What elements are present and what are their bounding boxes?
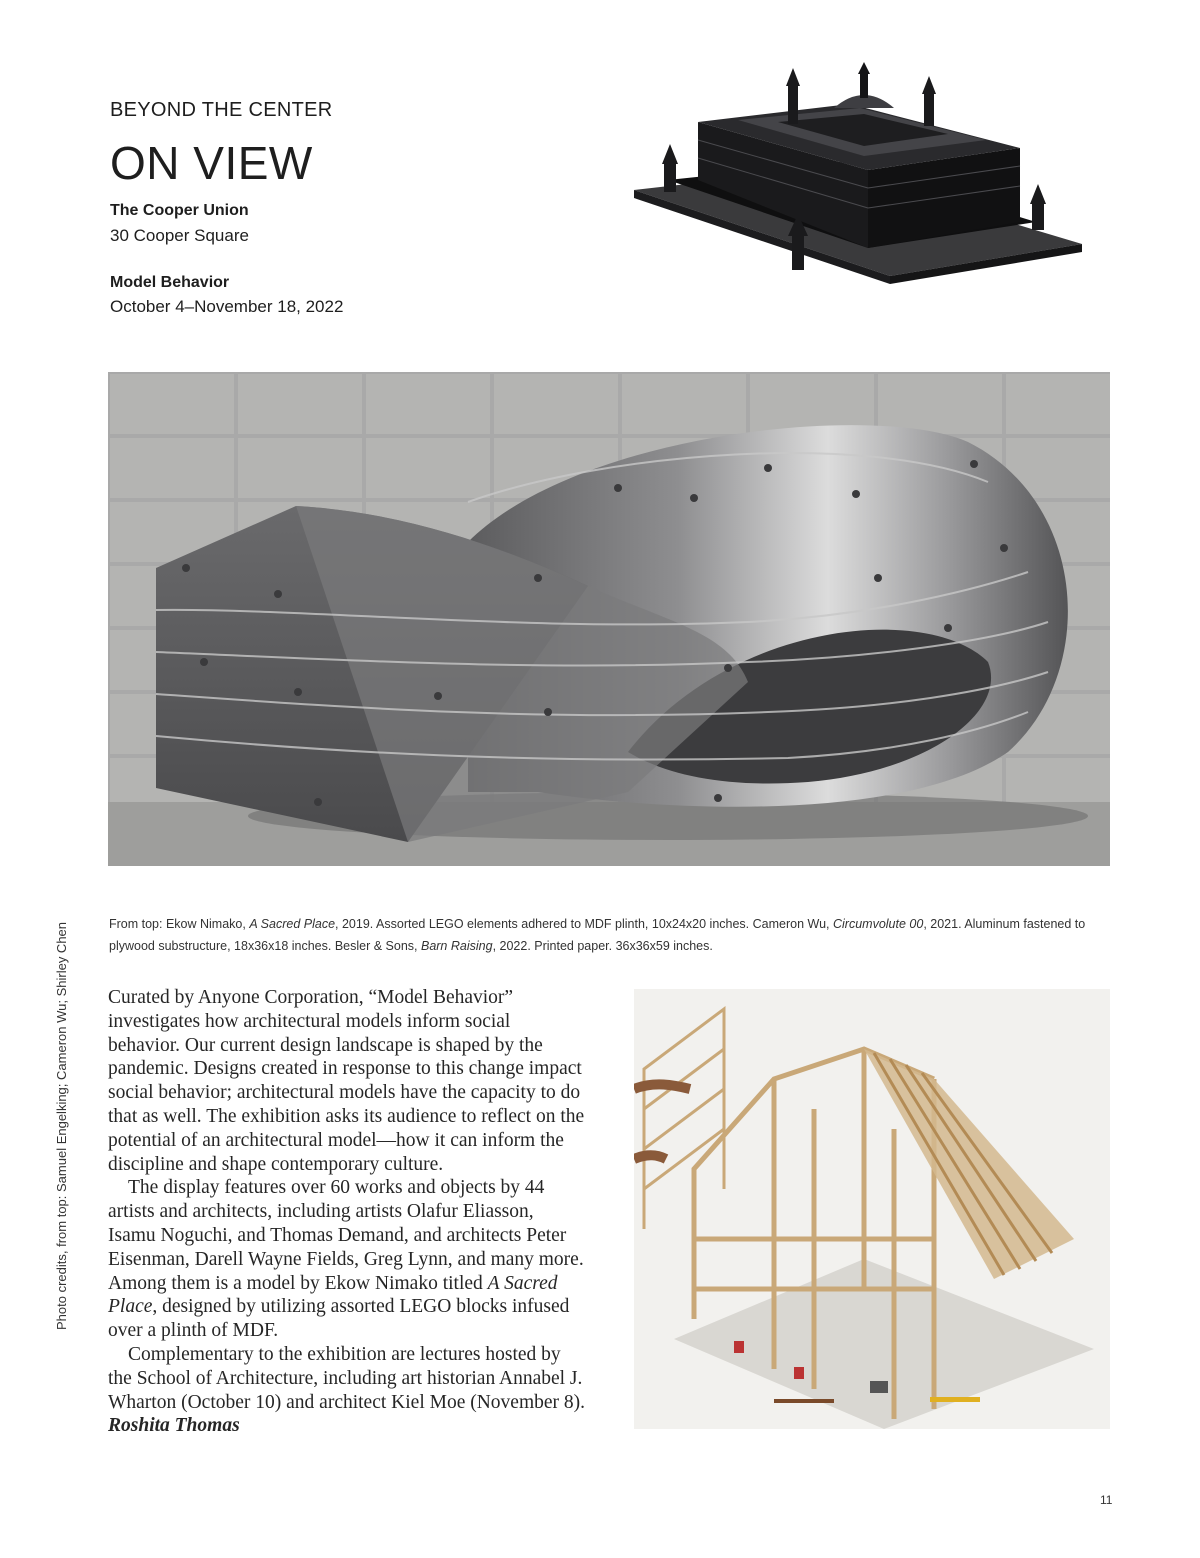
caption-work1-title: A Sacred Place <box>249 917 336 931</box>
article-p3: Complementary to the exhibition are lectures hosted by the School of Architecture, including art historian Annabel J. Wharton (October 10) and architect Kiel Moe (November 8). <box>108 1343 586 1413</box>
article-paragraph-3 <box>108 1343 586 1438</box>
exhibition-name: Model Behavior <box>110 274 230 291</box>
author-byline: Roshita Thomas <box>108 1415 240 1437</box>
article-paragraph-2 <box>108 1176 586 1343</box>
article-p2-title: A Sacred Place <box>108 1272 558 1318</box>
caption-work1-details: , 2019. Assorted LEGO elements adhered to MDF plinth, 10x24x20 inches. Cameron Wu, <box>335 917 833 931</box>
article-paragraph-1: Curated by Anyone Corporation, “Model Behavior” investigates how architectural models inform social behavior. Our current design landscape is shaped by the pandemic. Designs created in response to this change impact social behavior; architectural models have the capacity to do that as well. The exhibition asks its audience to reflect on the potential of an architectural model—how it can inform the discipline and shape contemporary culture. <box>108 987 585 1175</box>
caption-work3-title: Barn Raising <box>420 939 493 953</box>
caption-intro: From top: Ekow Nimako, <box>109 917 250 931</box>
article-body <box>108 986 586 1438</box>
lego-cathedral-photo <box>628 62 1088 334</box>
venue-address: 30 Cooper Square <box>110 226 249 245</box>
section-kicker: BEYOND THE CENTER <box>110 99 333 121</box>
caption-work3-details: , 2022. Printed paper. 36x36x59 inches. <box>492 939 713 953</box>
caption-work2-title: Circumvolute 00 <box>832 917 924 931</box>
page-title: ON VIEW <box>110 137 313 189</box>
exhibition-dates: October 4–November 18, 2022 <box>110 297 344 316</box>
venue-name: The Cooper Union <box>110 202 249 219</box>
article-p2-before: The display features over 60 works and objects by 44 artists and architects, including artists Olafur Eliasson, Isamu Noguchi, and Thomas Demand, and architects Peter Eisenman, Darell Wayne Fields, Greg Lynn, and many more. Among them is a model by Ekow Nimako titled <box>108 1177 584 1294</box>
caption-work2-details: , 2021. Aluminum fastened to plywood substructure, 18x36x18 inches. Besler & Sons, <box>109 917 1086 953</box>
barn-raising-photo <box>634 989 1110 1429</box>
article-p2-after: , designed by utilizing assorted LEGO blocks infused over a plinth of MDF. <box>108 1296 570 1342</box>
circumvolute-sculpture-photo <box>108 372 1110 866</box>
figure-caption <box>109 913 1099 957</box>
page-number: 11 <box>1100 1493 1113 1507</box>
photo-credits: Photo credits, from top: Samuel Engelking; Cameron Wu; Shirley Chen <box>54 921 69 1330</box>
